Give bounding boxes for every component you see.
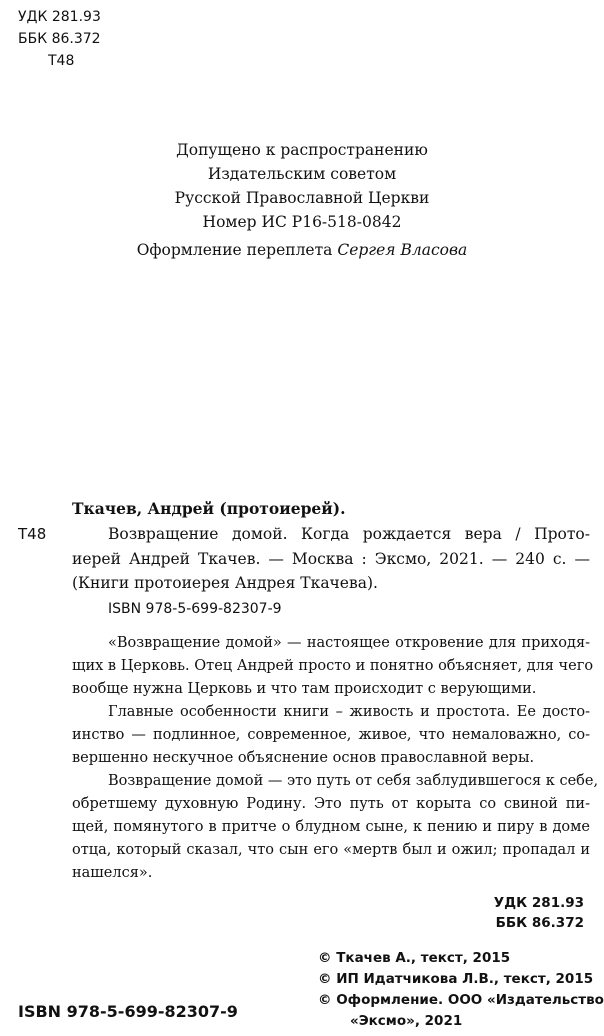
- annotation-line: Главные особенности книги – живость и простота. Ее досто-: [108, 704, 590, 720]
- design-prefix: Оформление переплета: [136, 241, 338, 259]
- approval-line: Допущено к распространению: [176, 141, 428, 159]
- cover-design-credit: [0, 238, 604, 262]
- bbk-code-right: ББК 86.372: [495, 915, 584, 931]
- udk-block: [494, 893, 584, 933]
- approval-line: Издательским советом: [207, 165, 397, 183]
- copyright-line: © ИП Идатчикова Л.В., текст, 2015: [318, 971, 594, 987]
- record-isbn: ISBN 978-5-699-82307-9: [108, 601, 282, 617]
- annotation-line: нашелся».: [72, 865, 153, 881]
- approval-block: [0, 138, 604, 234]
- udk-code: УДК 281.93: [18, 9, 101, 25]
- annotation-line: «Возвращение домой» — настоящее откровение для приходя-: [108, 635, 590, 651]
- annotation-line: Возвращение домой — это путь от себя заблудившегося к себе,: [108, 773, 599, 789]
- author-mark: Т48: [48, 53, 75, 69]
- isbn-bottom: ISBN 978-5-699-82307-9: [18, 1002, 238, 1021]
- record-title-line: Возвращение домой. Когда рождается вера / Прото-: [108, 525, 590, 543]
- annotation-line: отца, который сказал, что сын его «мертв был и ожил; пропадал и: [72, 842, 590, 858]
- annotation-line: вообще нужна Церковь и что там происходит с верующими.: [72, 681, 537, 697]
- record-title-line: иерей Андрей Ткачев. — Москва : Эксмо, 2021. — 240 с. —: [72, 550, 590, 568]
- approval-line: Номер ИС Р16-518-0842: [202, 213, 402, 231]
- annotation-line: щих в Церковь. Отец Андрей просто и понятно объясняет, для чего: [72, 658, 594, 674]
- copyright-line: © Оформление. ООО «Издательство: [318, 992, 604, 1008]
- copyright-line: «Эксмо», 2021: [350, 1013, 463, 1029]
- annotation-line: вершенно нескучное объяснение основ православной веры.: [72, 750, 535, 766]
- record-title-line: (Книги протоиерея Андрея Ткачева).: [72, 574, 378, 592]
- annotation-line: обретшему духовную Родину. Это путь от корыта со свиной пи-: [72, 796, 590, 812]
- annotation-line: щей, помянутого в притче о блудном сыне, к пению и пиру в доме: [72, 819, 590, 835]
- approval-line: Русской Православной Церкви: [174, 189, 430, 207]
- copyright-line: © Ткачев А., текст, 2015: [318, 950, 511, 966]
- designer-name: Сергея Власова: [337, 241, 468, 259]
- classification-codes: [18, 6, 101, 72]
- udk-code-right: УДК 281.93: [493, 895, 584, 911]
- record-author: Ткачев, Андрей (протоиерей).: [72, 499, 346, 518]
- record-mark: Т48: [18, 525, 47, 543]
- bbk-code: ББК 86.372: [18, 31, 101, 47]
- annotation-line: инство — подлинное, современное, живое, что немаловажно, со-: [72, 727, 590, 743]
